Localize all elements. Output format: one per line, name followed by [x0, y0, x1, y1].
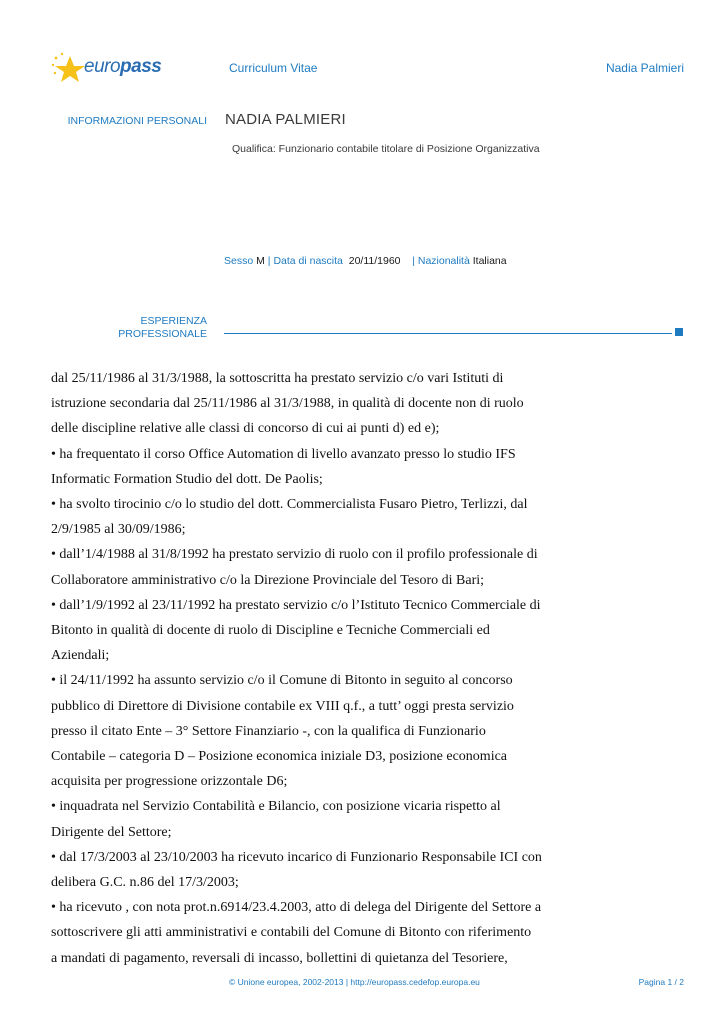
logo-text-euro: euro — [84, 56, 121, 77]
body-line: • dall’1/4/1988 al 31/8/1992 ha prestato servizio di ruolo con il profilo professionale di — [51, 547, 538, 563]
sesso-value: M — [256, 255, 265, 267]
body-line: Dirigente del Settore; — [51, 824, 172, 840]
body-line: sottoscrivere gli atti amministrativi e contabili del Comune di Bitonto con riferimento — [51, 925, 532, 941]
body-line: • il 24/11/1992 ha assunto servizio c/o il Comune di Bitonto in seguito al concorso — [51, 673, 513, 689]
footer-copyright: © Unione europea, 2002-2013 | http://europass.cedefop.europa.eu — [229, 977, 480, 987]
nazionalita-value: Italiana — [472, 255, 507, 267]
experience-body — [51, 366, 551, 971]
footer-page-number: Pagina 1 / 2 — [638, 977, 684, 987]
body-line: delle discipline relative alle classi di concorso di cui ai punti d) ed e); — [51, 421, 440, 437]
body-line: a mandati di pagamento, reversali di incasso, bollettini di quietanza del Tesoriere, — [51, 950, 508, 966]
body-line: acquisita per progressione orizzontale D6; — [51, 774, 288, 790]
body-line: pubblico di Direttore di Divisione contabile ex VIII q.f., a tutt’ oggi presta servizio — [51, 698, 514, 714]
separator: | — [267, 255, 271, 267]
section-label-line: PROFESSIONALE — [118, 328, 207, 340]
header-person-name: Nadia Palmieri — [605, 61, 684, 75]
qualifica: Qualifica: Funzionario contabile titolare di Posizione Organizzativa — [232, 143, 540, 155]
europass-logo — [50, 52, 160, 84]
nascita-value: 20/11/1960 — [348, 255, 401, 267]
body-line: 2/9/1985 al 30/09/1986; — [51, 522, 186, 538]
body-line: • ha frequentato il corso Office Automation di livello avanzato presso lo studio IFS — [51, 446, 516, 462]
body-line: Informatic Formation Studio del dott. De Paolis; — [51, 471, 323, 487]
nazionalita-label: Nazionalità — [417, 255, 470, 267]
body-line: • ha ricevuto , con nota prot.n.6914/23.4.2003, atto di delega del Dirigente del Settore a — [51, 900, 542, 916]
sesso-label: Sesso — [224, 255, 254, 267]
personal-details-row — [224, 255, 507, 267]
body-line: delibera G.C. n.86 del 17/3/2003; — [51, 875, 239, 891]
body-line: • dal 17/3/2003 al 23/10/2003 ha ricevuto incarico di Funzionario Responsabile ICI con — [51, 849, 542, 865]
section-divider-marker — [675, 328, 683, 336]
body-line: dal 25/11/1986 al 31/3/1988, la sottoscritta ha prestato servizio c/o vari Istituti di — [51, 371, 504, 386]
body-line: Bitonto in qualità di docente di ruolo di Discipline e Tecniche Commerciali ed — [51, 623, 490, 639]
body-line: • dall’1/9/1992 al 23/11/1992 ha prestato servizio c/o l’Istituto Tecnico Commerciale di — [51, 597, 541, 613]
body-line: istruzione secondaria dal 25/11/1986 al 31/3/1988, in qualità di docente non di ruolo — [51, 396, 524, 412]
body-line: Contabile – categoria D – Posizione economica iniziale D3, posizione economica — [51, 749, 508, 765]
person-name: NADIA PALMIERI — [225, 111, 346, 128]
doc-title: Curriculum Vitae — [229, 61, 318, 75]
nascita-label: Data di nascita — [273, 255, 343, 267]
body-line: Aziendali; — [51, 648, 110, 664]
separator: | — [412, 255, 415, 267]
body-line: • inquadrata nel Servizio Contabilità e Bilancio, con posizione vicaria rispetto al — [51, 799, 501, 815]
section-label-line: ESPERIENZA — [140, 315, 207, 327]
logo-text-pass: pass — [120, 56, 162, 77]
body-line: presso il citato Ente – 3° Settore Finanziario -, con la qualifica di Funzionario — [51, 723, 486, 739]
section-label-experience — [118, 315, 207, 341]
section-label-personal: INFORMAZIONI PERSONALI — [67, 115, 207, 127]
section-divider — [224, 333, 672, 334]
body-line: • ha svolto tirocinio c/o lo studio del dott. Commercialista Fusaro Pietro, Terlizzi, dal — [51, 497, 528, 513]
body-line: Collaboratore amministrativo c/o la Direzione Provinciale del Tesoro di Bari; — [51, 572, 485, 588]
